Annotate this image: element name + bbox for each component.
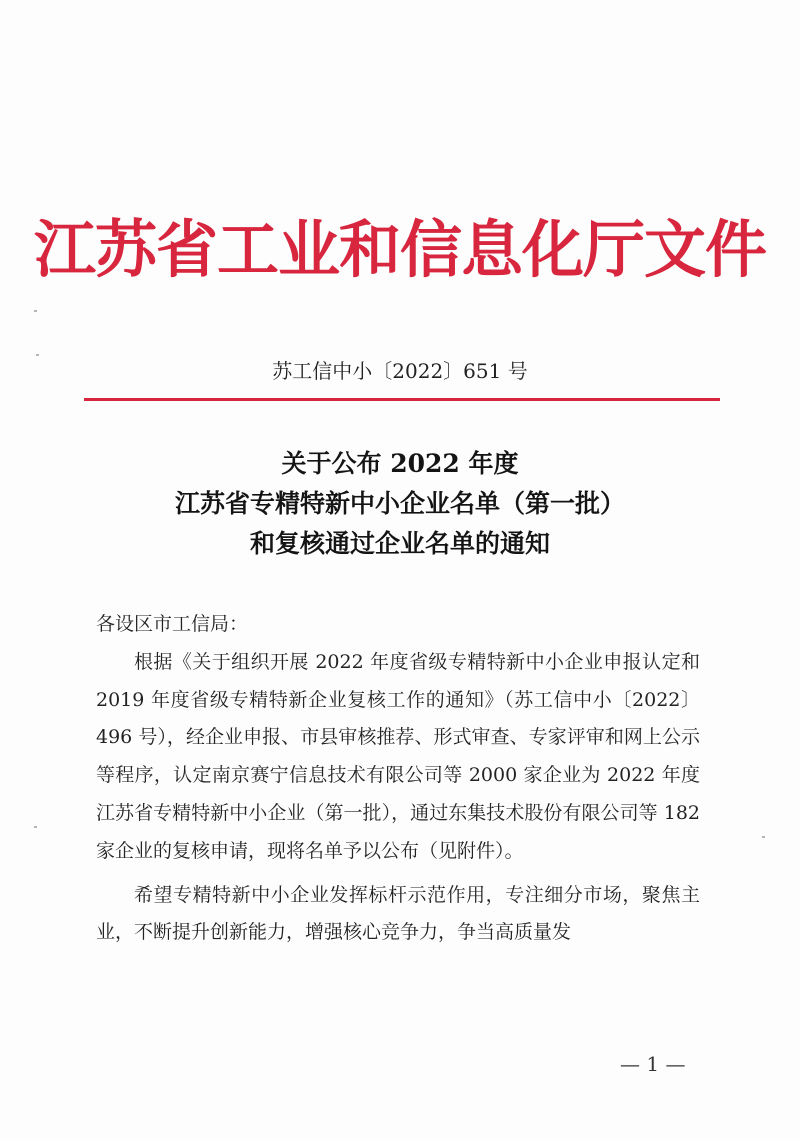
title-line-2: 江苏省专精特新中小企业名单（第一批） [174, 489, 625, 518]
scan-artifact [34, 310, 37, 312]
header-divider [84, 398, 720, 401]
scan-artifact [34, 826, 37, 828]
title-line-1: 关于公布 2022 年度 [281, 449, 519, 478]
body-paragraph-2: 希望专精特新中小企业发挥标杆示范作用，专注细分市场，聚焦主业，不断提升创新能力，增强核心竞争力，争当高质量发 [96, 883, 700, 944]
scan-artifact [762, 836, 765, 838]
document-title [0, 444, 800, 564]
scan-artifact [36, 354, 39, 356]
document-body [96, 606, 700, 958]
title-line-3: 和复核通过企业名单的通知 [249, 529, 550, 558]
document-number: 苏工信中小〔2022〕651 号 [272, 359, 528, 383]
body-paragraph-1: 根据《关于组织开展 2022 年度省级专精特新中小企业申报认定和 2019 年度省级专精特新企业复核工作的通知》（苏工信中小〔2022〕496 号），经企业申报、市县审核推荐、形式审查、专家评审和网上公示等程序，认定南京赛宁信息技术有限公司等 2000 家企业为 2022 年度江苏省专精特新中小企业（第一批），通过东集技术股份有限公司等 182 家企业的复核申请，现将名单予以公布（见附件）。 [96, 650, 700, 862]
salutation: 各设区市工信局： [96, 613, 249, 635]
page-number: — 1 — [620, 1052, 686, 1076]
issuer-header: 江苏省工业和信息化厅文件 [33, 213, 766, 286]
